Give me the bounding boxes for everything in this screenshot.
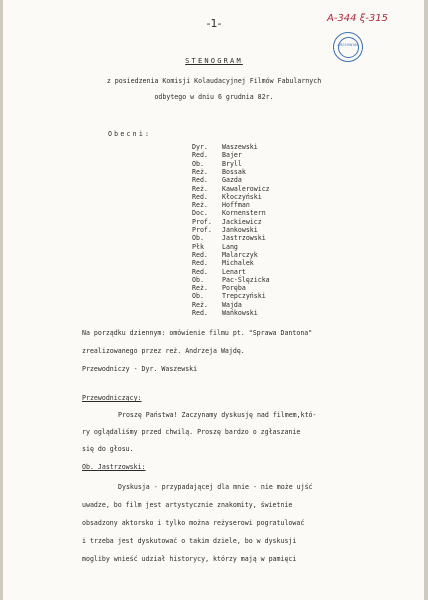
- attendee-name: Bajer: [222, 151, 242, 160]
- attendee-title: Ob.: [192, 292, 204, 301]
- attendee-title: Red.: [192, 250, 208, 259]
- page-number: -1-: [206, 17, 222, 30]
- speech-line: mogliby wnieść udział historycy, którzy mają w pamięci: [82, 555, 297, 563]
- attendee-title: Red.: [192, 259, 208, 268]
- chairperson-line: Przewodniczy - Dyr. Waszewski: [82, 365, 198, 373]
- attendee-title: Red.: [192, 267, 208, 276]
- attendance-label: Obecni:: [108, 130, 152, 138]
- attendee-title: Prof.: [192, 226, 212, 234]
- attendee-name: Lenart: [222, 267, 246, 276]
- attendee-title: Red.: [192, 176, 208, 185]
- attendee-name: Poręba: [222, 284, 246, 293]
- attendee-name: Waszewski: [222, 143, 258, 151]
- attendee-title: Reż.: [192, 300, 208, 309]
- subtitle-line-2: odbytego w dniu 6 grudnia 82r.: [154, 93, 274, 101]
- attendee-title: Red.: [192, 151, 208, 160]
- attendee-name: Kłoczyński: [222, 192, 262, 201]
- attendee-title: Reż.: [192, 184, 208, 193]
- attendee-title: Prof.: [192, 217, 212, 226]
- speech-line: uwadze, bo film jest artystycznie znakomity, świetnie: [82, 501, 293, 509]
- attendee-title: Red.: [192, 192, 208, 201]
- attendee-name: Pac-Ślęzicka: [222, 275, 270, 284]
- speech-line: obsadzony aktorsko i tylko można reżyserowi pogratulować: [82, 519, 305, 527]
- attendee-name: Jackiewicz: [222, 217, 262, 226]
- speech-line: ry oglądaliśmy przed chwilą. Proszę bardzo o zgłaszanie: [82, 428, 301, 436]
- attendee-title: Reż.: [192, 284, 208, 293]
- speech-line: Proszę Państwa! Zaczynamy dyskusję nad filmem,któ-: [118, 411, 317, 419]
- attendee-name: Hoffman: [222, 201, 250, 210]
- attendee-name: Jankowski: [222, 226, 258, 234]
- speaker-label: Przewodniczący:: [82, 394, 142, 402]
- page-left-edge: [0, 0, 3, 600]
- attendee-name: Gazda: [222, 176, 242, 185]
- archive-mark: A-344 ξ-315: [327, 13, 388, 24]
- attendee-title: Red.: [192, 309, 208, 317]
- speech-line: się do głosu.: [82, 445, 134, 453]
- attendee-title: Ob.: [192, 275, 204, 284]
- attendee-name: Lang: [222, 242, 238, 251]
- attendee-title: Reż.: [192, 167, 208, 176]
- attendee-name: Jastrzowski: [222, 234, 266, 243]
- attendee-title: Dyr.: [192, 143, 208, 151]
- attendee-name: Trepczyński: [222, 292, 266, 301]
- document-title: STENOGRAM: [185, 57, 243, 65]
- subtitle-line-1: z posiedzenia Komisji Kolaudacyjnej Filmów Fabularnych: [106, 77, 322, 85]
- attendee-title: Ob.: [192, 234, 204, 243]
- speech-line: i trzeba jest dyskutować o takim dziele, bo w dyskusji: [82, 537, 297, 545]
- attendee-name: Bossak: [222, 167, 246, 176]
- speaker-label: Ob. Jastrzowski:: [82, 463, 146, 471]
- attendee-name: Wańkowski: [222, 309, 258, 317]
- attendee-name: Kornenstern: [222, 209, 266, 218]
- attendee-name: Malarczyk: [222, 250, 258, 259]
- attendee-name: Michalek: [222, 259, 254, 268]
- attendee-name: Bryll: [222, 159, 242, 168]
- attendee-title: Doc.: [192, 209, 208, 218]
- speech-line: Dyskusja - przypadającej dla mnie - nie może ujść: [118, 483, 313, 491]
- agenda-line-2: zrealizowanego przez reż. Andrzeja Wajdę.: [82, 347, 245, 355]
- attendee-title: Ob.: [192, 159, 204, 168]
- stamp-text: ARCHIWUM: [337, 43, 359, 47]
- attendee-title: Reż.: [192, 201, 208, 210]
- attendee-name: Kawalerowicz: [222, 184, 270, 193]
- agenda-line-1: Na porządku dziennym: omówienie filmu pt. "Sprawa Dantona": [82, 329, 313, 337]
- attendee-name: Wajda: [222, 300, 242, 309]
- page-right-edge: [424, 0, 428, 600]
- attendee-title: Płk: [192, 242, 204, 251]
